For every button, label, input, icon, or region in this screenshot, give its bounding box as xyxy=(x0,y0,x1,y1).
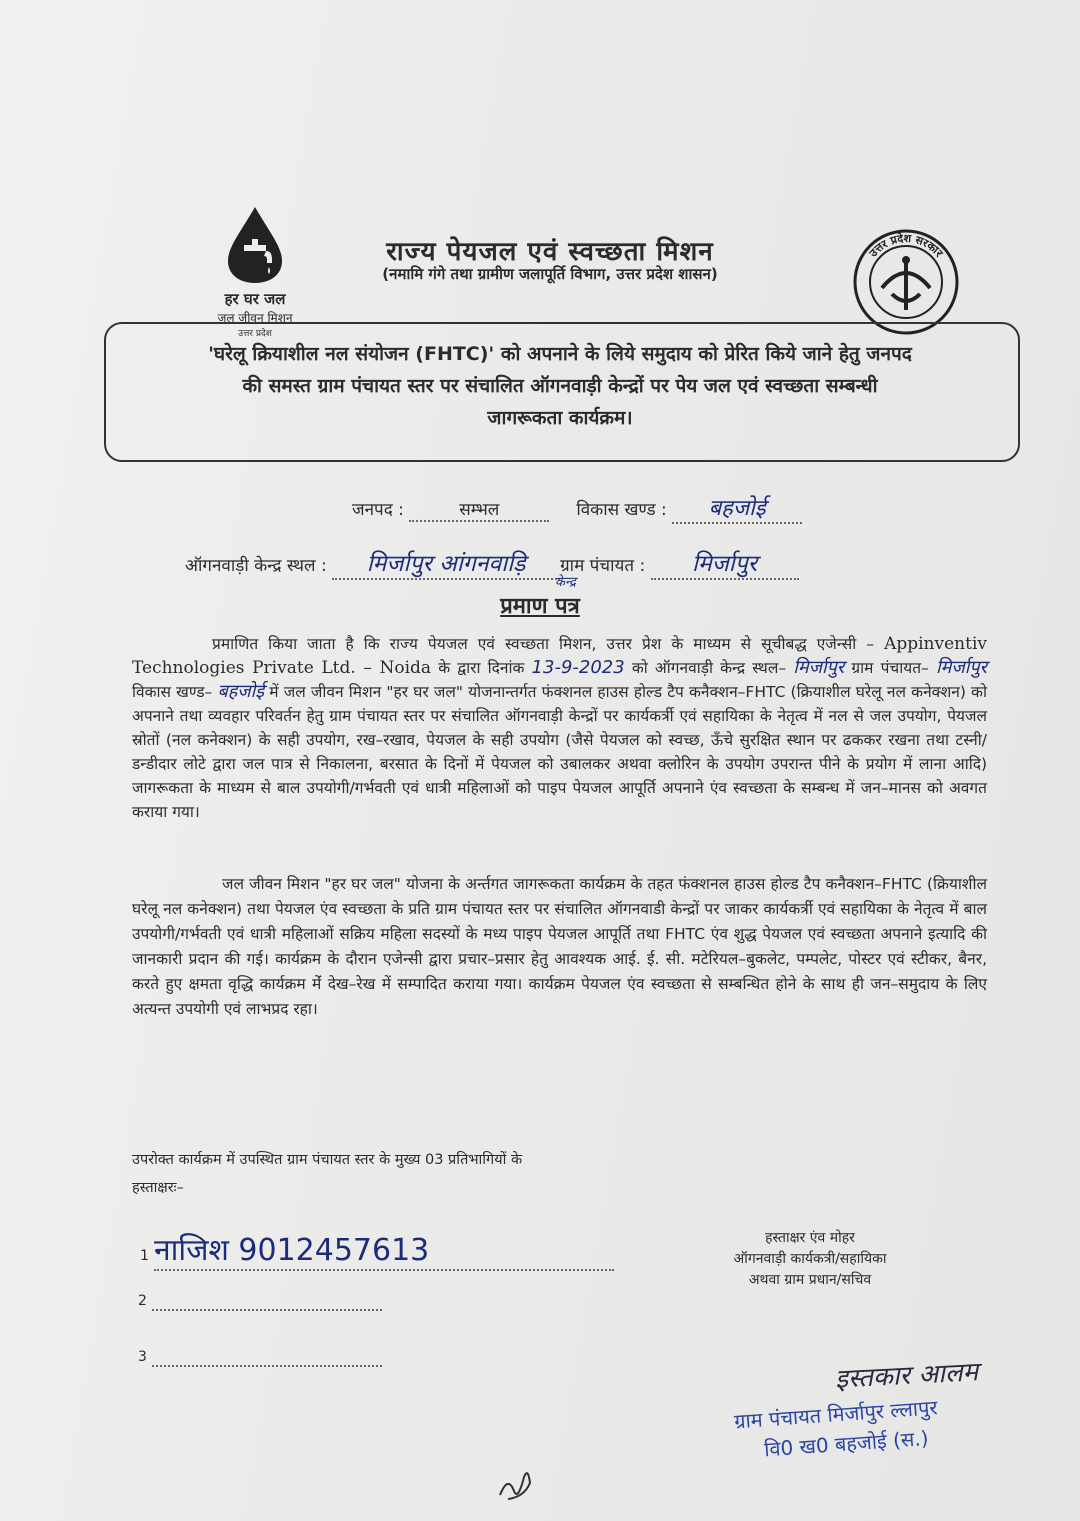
district-block-row xyxy=(352,492,872,524)
agency-name: Appinventiv Technologies Private Ltd. – Noida xyxy=(132,634,987,678)
certificate-paragraph-2: जल जीवन मिशन "हर घर जल" योजना के अर्न्तगत जागरूकता कार्यक्रम के तहत फंक्शनल हाउस होल्ड टैप कनैक्शन–FHTC (क्रियाशील घरेलू नल कनेक्शन) तथा पेयजल एंव स्वच्छता के प्रति ग्राम पंचायत स्तर पर संचालित ऑगनवाडी केन्द्रों पर जाकर कार्यकर्त्री एवं सहायिका के नेतृत्व में बाल उपयोगी/गर्भवती एवं धात्री महिलाओं सक्रिय महिला सदस्यों के मध्य पाइप पेयजल आपूर्ति तथा FHTC एंव शुद्ध पेयजल एवं स्वच्छता अपनाने इत्यादि की जानकारी प्रदान की गई। कार्यक्रम के दौरान एजेन्सी द्वारा प्रचार–प्रसार हेतु आवश्यक आई. ई. सी. मटेरियल–बुकलेट, पम्पलेट, पोस्टर एवं स्टीकर, बैनर, करते हुए क्षमता वृद्धि कार्यक्रम मेंं देख–रेख में सम्पादित कराया गया। कार्यक्रम पेयजल एंव स्वच्छता से सम्बन्धित होने के साथ ही जन–समुदाय के लिए अत्यन्त उपयोगी एवं लाभप्रद रहा। xyxy=(132,875,987,1018)
vikas-khand-value: बहजोई xyxy=(708,496,766,521)
sign-block-line-3: अथवा ग्राम प्रधान/सचिव xyxy=(748,1272,872,1288)
janpad-field[interactable] xyxy=(409,497,549,522)
para1-text-c: को ऑगनवाड़ी केन्द्र स्थल– xyxy=(631,659,787,677)
participants-heading xyxy=(132,1146,522,1202)
vikas-khand-label: विकास खण्ड : xyxy=(576,500,667,520)
program-title-text xyxy=(120,338,1000,434)
para1-text-d: ग्राम पंचायत– xyxy=(851,659,929,677)
stamp-line-2: वि0 ख0 बहजोई (स.) xyxy=(763,1425,930,1462)
para1-text-a: प्रमाणित किया जाता है कि राज्य पेयजल एवं स्वच्छता मिशन, उत्तर प्रेश के माध्यम से सूचीबद्ध एजेन्सी xyxy=(212,635,857,653)
para1-text-b: के द्वारा दिनांक xyxy=(438,659,525,677)
participant-row xyxy=(138,1346,398,1367)
water-drop-icon xyxy=(220,205,290,285)
gram-panchayat-field[interactable] xyxy=(651,546,799,580)
participant-signature-2[interactable] xyxy=(152,1290,382,1311)
program-place: मिर्जापुर xyxy=(793,657,845,678)
seal-text: उत्तर प्रदेश सरकार xyxy=(866,231,946,260)
stamp-line-1: ग्राम पंचायत मिर्जापुर ल्लापुर xyxy=(733,1395,939,1434)
logo-line-2: जल जीवन मिशन xyxy=(217,311,293,325)
anganwadi-field[interactable] xyxy=(332,546,560,580)
participant-row xyxy=(138,1290,398,1311)
para1-text-f: में जल जीवन मिशन "हर घर जल" योजनान्तर्गत फंक्शनल हाउस होल्ड टैप कनैक्शन–FHTC (क्रियाशील घरेलू नल कनेक्शन) को अपनाने तथा व्यवहार परिवर्तन हेतु ग्राम पंचायत स्तर पर संचालित ऑगनवाड़ी केन्द्रों पर कार्यकर्त्री एवं सहायिका के नेतृत्व में नल से जल उपयोग, पेयजल स्रोतों (नल कनेक्शन) के सही उपयोग, रख–रखाव, पेयजल के सही उपयोग (जैसे पेयजल को स्वच्छ, ऊँचे सुरक्षित स्थान पर ढककर रखना तथा टस्नी/डन्डीदार लोटे द्वारा जल पात्र से निकालना, बरसात के दिनों में पेयजल को उबालकर अथवा क्लोरिन के उपयोग उपरान्त पीने के प्रयोग में लाना आदि) जागरूकता के माध्यम से बाल उपयोगी/गर्भवती एवं धात्री महिलाओं को पाइप पेयजल आपूर्ति अपनाने एंव स्वच्छता के सम्बन्ध में जन–मानस को अवगत कराया गया। xyxy=(132,683,987,821)
up-government-seal-icon xyxy=(852,228,960,336)
janpad-value: सम्भल xyxy=(459,500,500,520)
har-ghar-jal-logo xyxy=(200,205,310,339)
sign-block-line-2: ऑगनवाड़ी कार्यकत्री/सहायिका xyxy=(733,1251,887,1267)
scribble-mark-icon xyxy=(490,1455,540,1515)
program-title-line-3: जागरूकता कार्यक्रम। xyxy=(487,407,633,429)
program-title-line-1: 'घरेलू क्रियाशील नल संयोजन (FHTC)' को अपनाने के लिये समुदाय को प्रेरित किये जाने हेतु जनपद xyxy=(208,343,912,365)
anganwadi-value: मिर्जापुर आंगनवाड़ि xyxy=(366,551,526,577)
signature-seal-block xyxy=(700,1228,920,1291)
program-block: बहजोई xyxy=(217,681,265,702)
participant-1-value: नाजिश 9012457613 xyxy=(154,1233,430,1268)
certificate-title: प्रमाण पत्र xyxy=(500,594,580,619)
program-panchayat: मिर्जापुर xyxy=(935,657,987,678)
janpad-label: जनपद : xyxy=(352,500,404,520)
participant-signature-1[interactable] xyxy=(154,1228,614,1271)
anganwadi-value-subtext: केन्द्र xyxy=(555,575,576,590)
participant-number: 1 xyxy=(140,1248,149,1264)
logo-line-3: उत्तर प्रदेश xyxy=(238,329,272,339)
participants-line-1: उपरोक्त कार्यक्रम में उपस्थित ग्राम पंचायत स्तर के मुख्य 03 प्रतिभागियों के xyxy=(132,1152,523,1168)
participant-number: 3 xyxy=(138,1349,147,1365)
sign-block-line-1: हस्ताक्षर एंव मोहर xyxy=(765,1230,855,1246)
participant-signature-3[interactable] xyxy=(152,1346,382,1367)
program-date: 13-9-2023 xyxy=(531,657,625,678)
gram-panchayat-value: मिर्जापुर xyxy=(692,551,758,577)
gram-panchayat-label: ग्राम पंचायत : xyxy=(560,556,646,576)
program-title-line-2: की समस्त ग्राम पंचायत स्तर पर संचालित ऑगनवाड़ी केन्द्रों पर पेय जल एवं स्वच्छता सम्बन्धी xyxy=(242,375,878,397)
page-subtitle: (नमामि गंगे तथा ग्रामीण जलापूर्ति विभाग, उत्तर प्रदेश शासन) xyxy=(382,265,718,283)
anganwadi-label: ऑगनवाड़ी केन्द्र स्थल : xyxy=(185,556,327,576)
para1-text-e: विकास खण्ड– xyxy=(132,683,213,701)
handwritten-signature: इस्तकार आलम xyxy=(834,1357,979,1395)
page-title: राज्य पेयजल एवं स्वच्छता मिशन xyxy=(386,237,714,267)
logo-line-1: हर घर जल xyxy=(224,290,286,308)
participant-number: 2 xyxy=(138,1293,147,1309)
participants-line-2: हस्ताक्षरः– xyxy=(132,1180,184,1196)
participant-row xyxy=(140,1228,660,1271)
vikas-khand-field[interactable] xyxy=(672,492,802,524)
certificate-paragraph-1: प्रमाणित किया जाता है कि राज्य पेयजल एवं स्वच्छता मिशन, उत्तर प्रेश के माध्यम से सूचीबद्ध एजेन्सी – Appinventiv Technologies Private Ltd. – Noida के द्वारा दिनांक 13-9-2023 को ऑगनवाड़ी केन्द्र स्थल– मिर्जापुर ग्राम पंचायत– मिर्जापुर विकास खण्ड– बहजोई में जल जीवन मिशन "हर घर जल" योजनान्तर्गत फंक्शनल हाउस होल्ड टैप कनैक्शन–FHTC (क्रियाशील घरेलू नल कनेक्शन) को अपनाने तथा व्यवहार परिवर्तन हेतु ग्राम पंचायत स्तर पर संचालित ऑगनवाड़ी केन्द्रों पर कार्यकर्त्री एवं सहायिका के नेतृत्व में नल से जल उपयोग, पेयजल स्रोतों (नल कनेक्शन) के सही उपयोग, रख–रखाव, पेयजल के सही उपयोग (जैसे पेयजल को स्वच्छ, ऊँचे सुरक्षित स्थान पर ढककर रखना तथा टस्नी/डन्डीदार लोटे द्वारा जल पात्र से निकालना, बरसात के दिनों में पेयजल को उबालकर अथवा क्लोरिन के उपयोग उपरान्त पीने के प्रयोग में लाना आदि) जागरूकता के माध्यम से बाल उपयोगी/गर्भवती एवं धात्री महिलाओं को पाइप पेयजल आपूर्ति अपनाने एंव स्वच्छता के सम्बन्ध में जन–मानस को अवगत कराया गया। xyxy=(132,634,987,821)
